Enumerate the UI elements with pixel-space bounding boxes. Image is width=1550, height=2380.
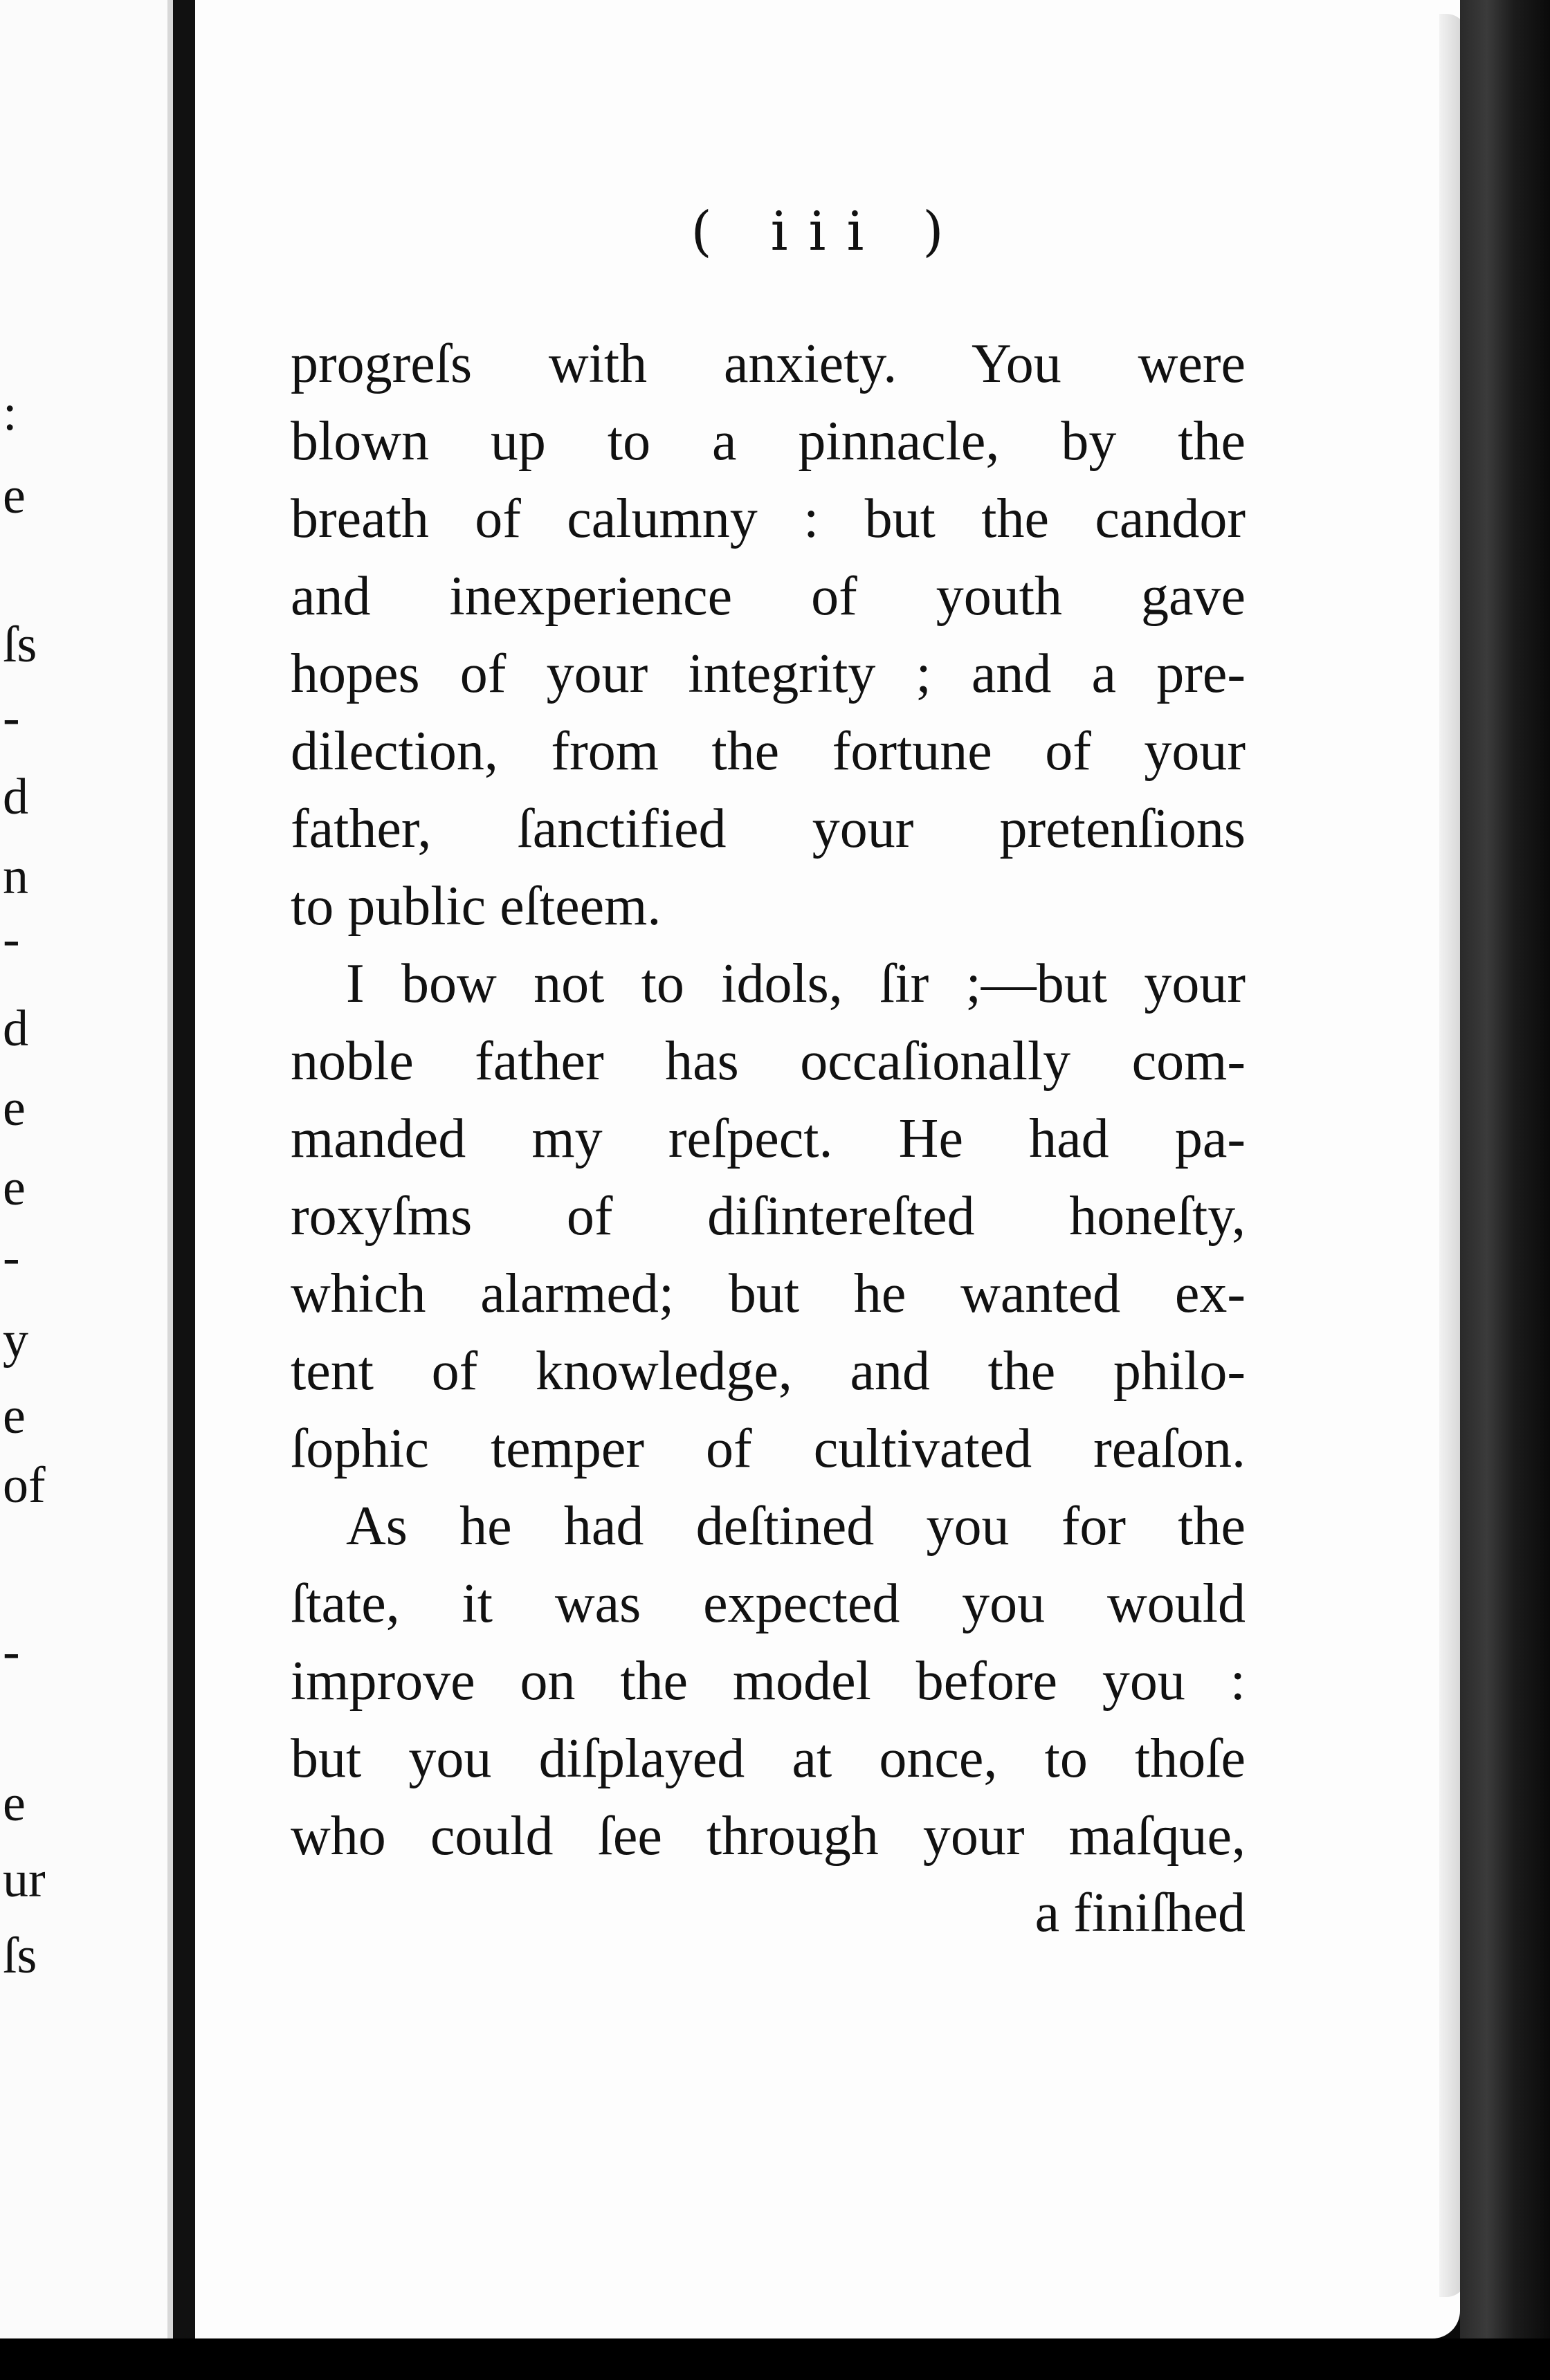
fragment: e xyxy=(3,1080,26,1137)
text-line: noble father has occaſionally com- xyxy=(291,1031,1246,1092)
text-line: but you diſplayed at once, to thoſe xyxy=(291,1728,1246,1789)
previous-page-line-endings xyxy=(0,0,173,2338)
fragment: - xyxy=(3,689,20,746)
text-line: ſtate, it was expected you would xyxy=(291,1573,1246,1634)
text-line: which alarmed; but he wanted ex- xyxy=(291,1263,1246,1324)
fragment: ur xyxy=(3,1851,46,1908)
fragment: y xyxy=(3,1312,28,1368)
fragment: of xyxy=(3,1457,46,1514)
page-body-text xyxy=(291,325,1246,1875)
scan-bottom-border xyxy=(0,2338,1550,2380)
book-gutter xyxy=(173,0,195,2380)
text-line: dilection, from the fortune of your xyxy=(291,721,1246,782)
fragment: e xyxy=(3,1775,26,1832)
text-line: who could ſee through your maſque, xyxy=(291,1806,1246,1867)
text-line: manded my reſpect. He had pa- xyxy=(291,1108,1246,1169)
fragment: - xyxy=(3,1229,20,1285)
text-line: roxyſms of diſintereſted honeſty, xyxy=(291,1186,1246,1247)
text-line: blown up to a pinnacle, by the xyxy=(291,411,1246,472)
fragment: ſs xyxy=(3,616,37,673)
previous-page-edge xyxy=(167,0,173,2338)
fragment: ſs xyxy=(3,1928,37,1984)
book-edge-shadow xyxy=(1460,0,1550,2380)
fragment: e xyxy=(3,1388,26,1445)
fragment: : xyxy=(3,385,17,441)
previous-page-fragment xyxy=(0,0,173,2338)
paragraph-1 xyxy=(291,325,1246,945)
text-line: I bow not to idols, ſir ;—but your xyxy=(346,953,1246,1014)
text-line: and inexperience of youth gave xyxy=(291,566,1246,627)
text-line: breath of calumny : but the candor xyxy=(291,488,1246,549)
fragment: d xyxy=(3,1000,28,1057)
text-line: improve on the model before you : xyxy=(291,1651,1246,1712)
text-line: father, ſanctified your pretenſions xyxy=(291,798,1246,859)
fragment: - xyxy=(3,910,20,967)
fragment: e xyxy=(3,468,26,524)
paragraph-2 xyxy=(291,945,1246,1488)
text-line: As he had deſtined you for the xyxy=(346,1496,1246,1557)
fragment: n xyxy=(3,848,28,905)
catchword: a finiſhed xyxy=(1034,1883,1246,1943)
text-line: progreſs with anxiety. You were xyxy=(291,333,1246,394)
page-number-header: ( iii ) xyxy=(691,201,965,263)
text-line: to public eſteem. xyxy=(291,876,662,937)
fragment: e xyxy=(3,1160,26,1216)
text-line: ſophic temper of cultivated reaſon. xyxy=(291,1418,1246,1479)
text-line: tent of knowledge, and the philo- xyxy=(291,1341,1246,1402)
fragment: d xyxy=(3,769,28,825)
text-line: hopes of your integrity ; and a pre- xyxy=(291,643,1246,704)
paragraph-3 xyxy=(291,1488,1246,1875)
fragment: - xyxy=(3,1623,20,1680)
